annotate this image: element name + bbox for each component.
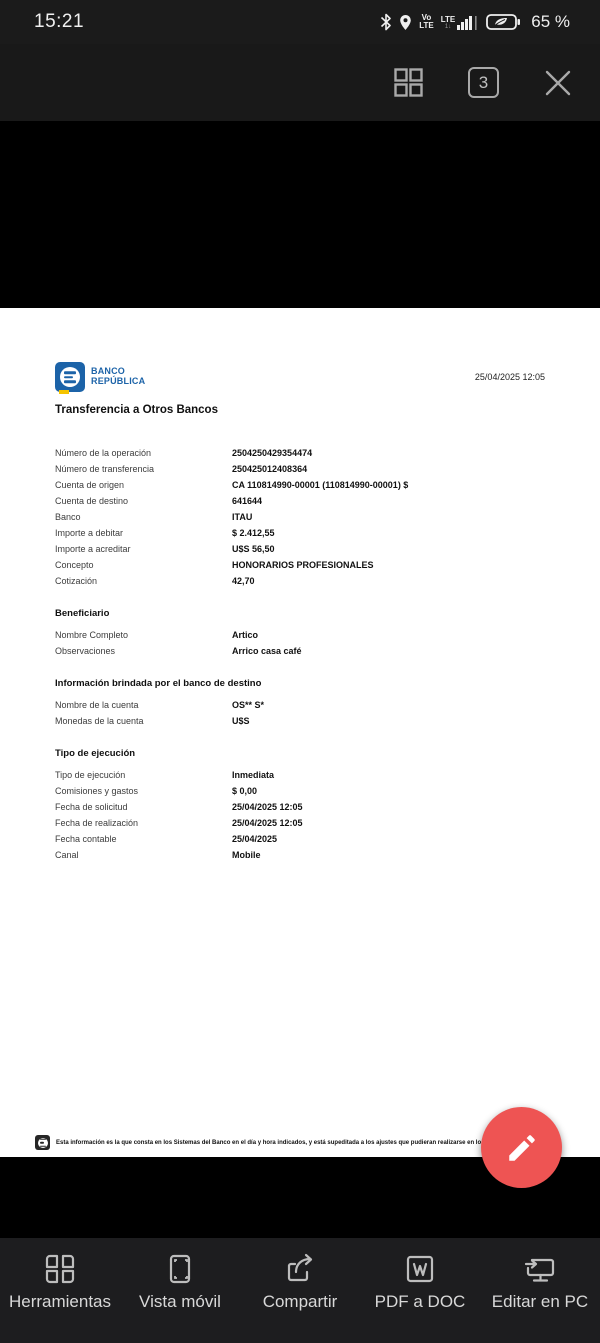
clock: 15:21 xyxy=(34,11,85,32)
field-row xyxy=(55,646,545,662)
field-value: 25/04/2025 xyxy=(232,834,278,844)
bank-emblem-icon xyxy=(55,362,85,392)
field-row xyxy=(55,528,545,544)
field-row xyxy=(55,834,545,850)
page-overview-grid-button[interactable] xyxy=(394,68,423,97)
document-datetime: 25/04/2025 12:05 xyxy=(474,372,545,382)
section-heading: Información brindada por el banco de destino xyxy=(55,678,262,689)
document-page[interactable] xyxy=(0,308,600,1157)
field-value: HONORARIOS PROFESIONALES xyxy=(232,560,374,570)
field-label: Nombre de la cuenta xyxy=(55,700,139,710)
document-sections xyxy=(55,448,545,866)
footer-disclaimer: Esta información es la que consta en los Sistemas del Banco en el día y hora indicados, y está supeditada a los ajustes que pudieran realizarse en lo xyxy=(56,1139,482,1146)
field-value: Artico xyxy=(232,630,259,640)
toolbar-item-label: Herramientas xyxy=(8,1292,112,1311)
bluetooth-icon xyxy=(380,13,392,31)
field-label: Número de la operación xyxy=(55,448,152,458)
field-label: Canal xyxy=(55,850,79,860)
field-value: Inmediata xyxy=(232,770,275,780)
field-label: Tipo de ejecución xyxy=(55,770,126,780)
field-label: Cuenta de destino xyxy=(55,496,129,506)
toolbar-item-pdf-to-doc[interactable] xyxy=(360,1238,480,1343)
field-label: Fecha contable xyxy=(55,834,117,844)
field-value: Mobile xyxy=(232,850,261,860)
document-header xyxy=(55,362,545,392)
field-row xyxy=(55,850,545,866)
field-label: Observaciones xyxy=(55,646,116,656)
share-icon xyxy=(283,1250,317,1288)
toolbar-item-label: PDF a DOC xyxy=(374,1292,466,1311)
field-row xyxy=(55,496,545,512)
section-rows xyxy=(55,700,545,732)
field-row xyxy=(55,560,545,576)
section-rows xyxy=(55,770,545,866)
field-row xyxy=(55,576,545,592)
signal-strength-indicator: LTE 1↓ xyxy=(441,15,480,30)
field-row xyxy=(55,448,545,464)
status-bar-indicators xyxy=(380,12,570,32)
field-value: ITAU xyxy=(232,512,253,522)
field-value: 25/04/2025 12:05 xyxy=(232,818,303,828)
toolbar-item-label: Vista móvil xyxy=(139,1292,221,1311)
section-rows xyxy=(55,448,545,592)
viewer-top-toolbar xyxy=(0,44,600,121)
field-row xyxy=(55,464,545,480)
field-row xyxy=(55,512,545,528)
field-value: 2504250429354474 xyxy=(232,448,313,458)
field-value: $ 2.412,55 xyxy=(232,528,275,538)
field-label: Importe a debitar xyxy=(55,528,124,538)
battery-saver-icon xyxy=(486,13,522,31)
field-row xyxy=(55,786,545,802)
toolbar-item-share[interactable] xyxy=(240,1238,360,1343)
section-rows xyxy=(55,630,545,662)
toolbar-item-mobile-view[interactable] xyxy=(120,1238,240,1343)
battery-percent: 65 % xyxy=(531,12,570,31)
edit-fab-button[interactable] xyxy=(481,1107,562,1188)
bank-logo xyxy=(55,362,145,392)
field-value: CA 110814990-00001 (110814990-00001) $ xyxy=(232,480,409,490)
document-section xyxy=(55,448,545,592)
close-icon xyxy=(544,69,572,97)
field-value: U$S xyxy=(232,716,250,726)
document-section xyxy=(55,608,545,662)
bottom-toolbar xyxy=(0,1238,600,1343)
mobile-view-icon xyxy=(163,1250,197,1288)
toolbar-item-label: Compartir xyxy=(262,1292,338,1311)
field-label: Nombre Completo xyxy=(55,630,129,640)
field-label: Fecha de solicitud xyxy=(55,802,128,812)
field-label: Número de transferencia xyxy=(55,464,155,474)
field-value: 25/04/2025 12:05 xyxy=(232,802,303,812)
pencil-icon xyxy=(505,1131,539,1165)
bank-emblem-small-icon xyxy=(35,1135,50,1150)
section-heading: Beneficiario xyxy=(55,608,110,619)
location-pin-icon xyxy=(399,14,412,31)
toolbar-item-edit-on-pc[interactable] xyxy=(480,1238,600,1343)
field-label: Fecha de realización xyxy=(55,818,139,828)
field-label: Comisiones y gastos xyxy=(55,786,139,796)
field-label: Cuenta de origen xyxy=(55,480,125,490)
word-doc-icon xyxy=(403,1250,437,1288)
bank-name: BANCO REPÚBLICA xyxy=(91,366,146,386)
field-value: 250425012408364 xyxy=(232,464,308,474)
field-value: Arrico casa café xyxy=(232,646,302,656)
toolbar-item-tools[interactable] xyxy=(0,1238,120,1343)
document-section xyxy=(55,748,545,866)
field-label: Cotización xyxy=(55,576,98,586)
toolbar-item-label: Editar en PC xyxy=(491,1292,589,1311)
field-label: Concepto xyxy=(55,560,94,570)
field-value: OS** S* xyxy=(232,700,265,710)
field-row xyxy=(55,818,545,834)
field-row xyxy=(55,802,545,818)
edit-on-pc-icon xyxy=(522,1250,558,1288)
volte-indicator: Vo LTE xyxy=(419,13,434,30)
field-label: Monedas de la cuenta xyxy=(55,716,144,726)
section-heading: Tipo de ejecución xyxy=(55,748,136,759)
field-row xyxy=(55,770,545,786)
field-value: 42,70 xyxy=(232,576,255,586)
field-value: 641644 xyxy=(232,496,263,506)
pdf-viewer-area xyxy=(0,121,600,1238)
field-label: Banco xyxy=(55,512,81,522)
field-value: U$S 56,50 xyxy=(232,544,275,554)
tools-grid-icon xyxy=(43,1250,77,1288)
field-row xyxy=(55,480,545,496)
page-count-button[interactable] xyxy=(468,67,499,98)
status-bar xyxy=(0,0,600,44)
field-row xyxy=(55,630,545,646)
document-title: Transferencia a Otros Bancos xyxy=(55,404,218,416)
document-section xyxy=(55,678,545,732)
field-label: Importe a acreditar xyxy=(55,544,131,554)
page-count-box xyxy=(468,67,499,98)
close-button[interactable] xyxy=(544,69,572,97)
page-count-value: 3 xyxy=(478,72,489,92)
field-value: $ 0,00 xyxy=(232,786,258,796)
signal-bars-icon xyxy=(457,15,479,30)
field-row xyxy=(55,700,545,716)
field-row xyxy=(55,716,545,732)
field-row xyxy=(55,544,545,560)
grid-icon xyxy=(394,68,423,97)
